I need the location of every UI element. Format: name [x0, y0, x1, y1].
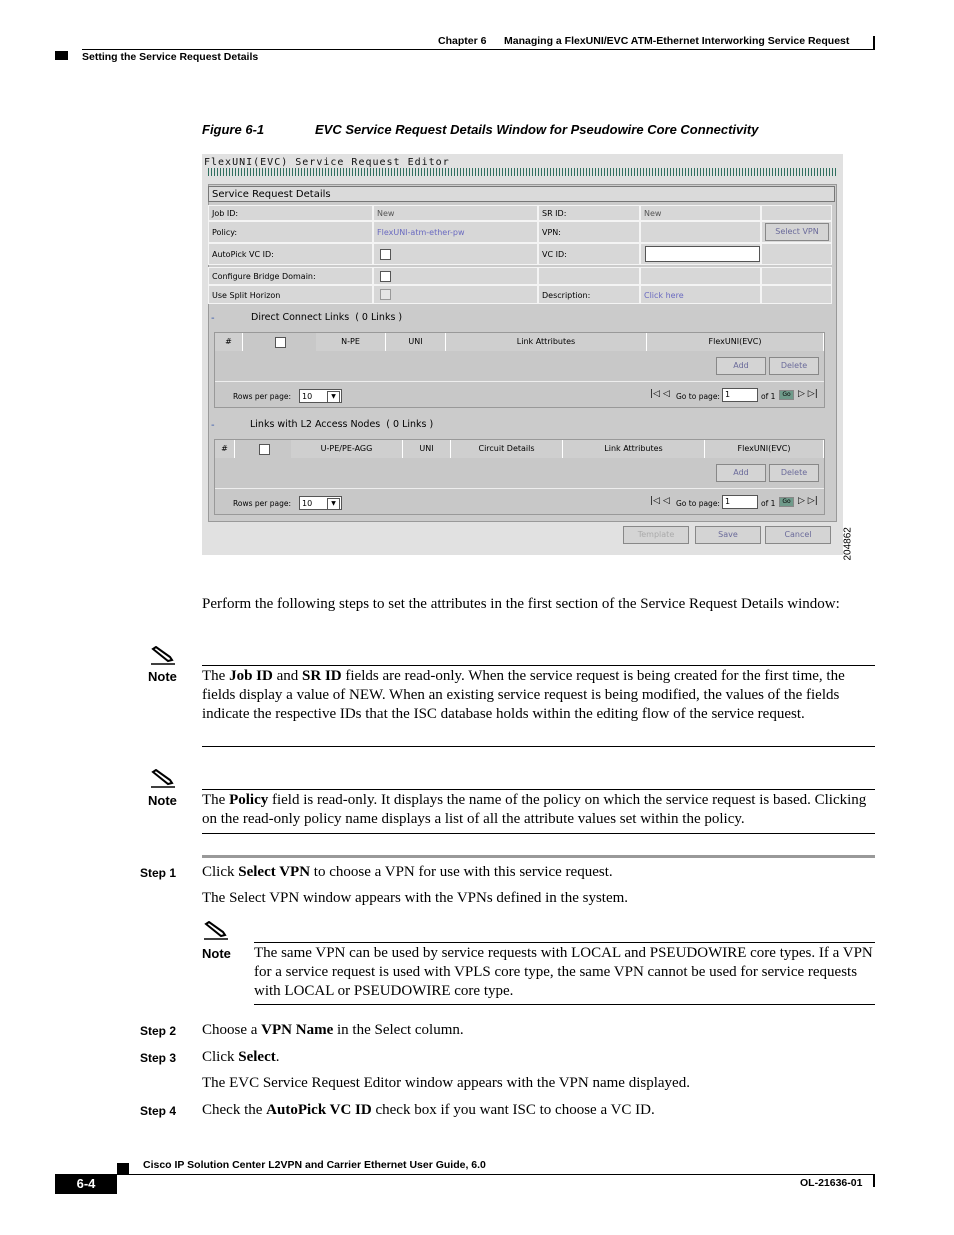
- rows-per-page-label: Rows per page:: [233, 499, 291, 508]
- text-run: fields are read-only. When the service request is being created for the first time, the fields display a value of NEW. When an existing service request is being modified, the values of the fields indicate the respective IDs that the ISC database holds within the editing flow of the service request.: [202, 668, 845, 722]
- step-label: Step 4: [140, 1104, 177, 1118]
- header-bar-right: [873, 36, 875, 50]
- text-run: and: [272, 668, 303, 684]
- of-pages-label: of 1: [761, 392, 776, 401]
- select-vpn-button[interactable]: Select VPN: [765, 223, 829, 241]
- col-number: #: [215, 333, 243, 351]
- col-flexuni: FlexUNI(EVC): [705, 440, 824, 458]
- pager-first-prev-icon[interactable]: |◁ ◁: [650, 389, 670, 399]
- procedure-rule: [202, 855, 875, 858]
- bridge-checkbox[interactable]: [380, 271, 391, 282]
- footer-bar-right: [873, 1175, 875, 1187]
- split-cell: [373, 285, 538, 304]
- page-input[interactable]: 1: [722, 495, 758, 509]
- col-uni: UNI: [386, 333, 446, 351]
- pencil-icon: [150, 646, 176, 671]
- step-label: Step 1: [140, 866, 177, 880]
- goto-label: Go to page:: [676, 499, 720, 508]
- step-1-note-text: The same VPN can be used by service requests with LOCAL and PSEUDOWIRE core types. If a VPN for a service request is used with VPLS core type, the same VPN cannot be used for service requests with LOCAL or PSEUDOWIRE core type.: [254, 945, 873, 999]
- split-checkbox[interactable]: [380, 289, 391, 300]
- vpn-value: [640, 221, 761, 243]
- bold-term: SR ID: [302, 668, 342, 684]
- sr-id-label: SR ID:: [538, 205, 640, 221]
- note-1-text: [202, 667, 875, 724]
- text-run: check box if you want ISC to choose a VC ID.: [371, 1102, 655, 1118]
- text-run: Click: [202, 864, 239, 880]
- rows-per-page-select[interactable]: [299, 389, 342, 403]
- note-label: Note: [148, 793, 177, 808]
- vc-id-label: VC ID:: [538, 243, 640, 265]
- doc-number: OL-21636-01: [800, 1177, 863, 1189]
- l2-links-divider: [215, 488, 824, 489]
- autopick-checkbox[interactable]: [380, 249, 391, 260]
- col-npe: N-PE: [316, 333, 386, 351]
- autopick-cell: [373, 243, 538, 265]
- bold-term: VPN Name: [261, 1022, 334, 1038]
- text-run: .: [275, 1049, 280, 1065]
- col-uni: UNI: [403, 440, 451, 458]
- vpn-label: VPN:: [538, 221, 640, 243]
- step-1-result: The Select VPN window appears with the VPNs defined in the system.: [202, 890, 629, 906]
- figure-screenshot: [202, 154, 843, 555]
- cancel-button[interactable]: Cancel: [765, 526, 831, 544]
- direct-add-button[interactable]: Add: [716, 357, 766, 375]
- bridge-cell: [373, 267, 538, 285]
- footer-marker: [117, 1163, 129, 1174]
- blank-cell: [761, 205, 832, 221]
- blank-cell: [538, 267, 640, 285]
- direct-links-title: Direct Connect Links ( 0 Links ): [251, 312, 403, 323]
- pager-first-prev-icon[interactable]: |◁ ◁: [650, 496, 670, 506]
- footer-rule: [117, 1174, 875, 1175]
- section-title: Setting the Service Request Details: [82, 51, 259, 63]
- page-number: 6-4: [76, 1176, 96, 1191]
- job-id-value: New: [373, 205, 538, 221]
- pager-next-last-icon[interactable]: ▷ ▷|: [798, 496, 818, 506]
- go-button[interactable]: Go: [779, 390, 794, 400]
- direct-delete-button[interactable]: Delete: [769, 357, 819, 375]
- text-run: to choose a VPN for use with this service request.: [310, 864, 613, 880]
- of-pages-label: of 1: [761, 499, 776, 508]
- description-link[interactable]: Click here: [640, 285, 761, 304]
- col-upe: U-PE/PE-AGG: [291, 440, 403, 458]
- l2-links-header: [215, 440, 824, 458]
- note-top-rule: [202, 789, 875, 790]
- l2-delete-button[interactable]: Delete: [769, 464, 819, 482]
- blank-cell: [640, 267, 761, 285]
- select-all-checkbox[interactable]: [259, 444, 270, 455]
- step-4-text: [202, 1101, 872, 1120]
- bold-term: Select VPN: [238, 864, 311, 880]
- col-flexuni: FlexUNI(EVC): [647, 333, 824, 351]
- step-label: Step 2: [140, 1024, 177, 1038]
- intro-paragraph: Perform the following steps to set the attributes in the first section of the Service Request Details window:: [202, 596, 840, 612]
- bold-term: Select: [238, 1049, 276, 1065]
- note-label: Note: [202, 946, 231, 961]
- figure-caption: EVC Service Request Details Window for Pseudowire Core Connectivity: [315, 122, 759, 137]
- blank-cell: [761, 243, 832, 265]
- col-number: #: [215, 440, 235, 458]
- text-run: Click: [202, 1049, 239, 1065]
- step-2-text: [202, 1021, 872, 1040]
- col-link-attributes: Link Attributes: [446, 333, 647, 351]
- text-run: in the Select column.: [333, 1022, 464, 1038]
- text-run: Choose a: [202, 1022, 262, 1038]
- col-circuit-details: Circuit Details: [451, 440, 563, 458]
- blank-cell: [761, 267, 832, 285]
- template-button[interactable]: Template: [623, 526, 689, 544]
- window-title-pattern: [208, 168, 837, 176]
- text-run: The: [202, 668, 230, 684]
- rows-per-page-value: 10: [302, 392, 313, 401]
- step-label: Step 3: [140, 1051, 177, 1065]
- step-3-text: [202, 1048, 872, 1067]
- l2-links-title: Links with L2 Access Nodes ( 0 Links ): [250, 419, 434, 430]
- window-title: FlexUNI(EVC) Service Request Editor: [204, 157, 450, 168]
- rows-per-page-select[interactable]: [299, 496, 342, 510]
- policy-link[interactable]: FlexUNI-atm-ether-pw: [373, 221, 538, 243]
- note-bottom-rule: [202, 746, 875, 747]
- section-marker: [55, 51, 68, 60]
- sr-id-value: New: [640, 205, 761, 221]
- select-all-checkbox[interactable]: [275, 337, 286, 348]
- job-id-label: Job ID:: [208, 205, 373, 221]
- text-run: The: [202, 792, 230, 808]
- description-label: Description:: [538, 285, 640, 304]
- pencil-icon: [203, 921, 229, 946]
- step-3-result: The EVC Service Request Editor window appears with the VPN name displayed.: [202, 1075, 690, 1091]
- chapter-title: Managing a FlexUNI/EVC ATM-Ethernet Interworking Service Request: [504, 35, 850, 47]
- bold-term: Job ID: [229, 668, 273, 684]
- dropdown-arrow-icon: ▼: [327, 391, 340, 403]
- figure-label: Figure 6-1: [202, 122, 265, 137]
- text-run: field is read-only. It displays the name of the policy on which the service request is based. Clicking on the read-only policy name displays a list of all the attribute values set within the policy.: [202, 792, 867, 827]
- col-link-attributes: Link Attributes: [563, 440, 705, 458]
- text-run: Check the: [202, 1102, 267, 1118]
- save-button[interactable]: Save: [695, 526, 761, 544]
- rows-per-page-label: Rows per page:: [233, 392, 291, 401]
- direct-links-header: [215, 333, 824, 351]
- direct-links-divider: [215, 381, 824, 382]
- note-top-rule: [202, 665, 875, 666]
- header-rule: [82, 49, 875, 50]
- pager-next-last-icon[interactable]: ▷ ▷|: [798, 389, 818, 399]
- autopick-label: AutoPick VC ID:: [208, 243, 373, 265]
- chapter-number: Chapter 6: [438, 35, 487, 47]
- note-bottom-rule: [254, 1004, 875, 1005]
- go-button[interactable]: Go: [779, 497, 794, 507]
- collapse-icon[interactable]: -: [211, 313, 215, 324]
- dropdown-arrow-icon: ▼: [327, 498, 340, 510]
- rows-per-page-value: 10: [302, 499, 313, 508]
- note-top-rule: [254, 942, 875, 943]
- l2-add-button[interactable]: Add: [716, 464, 766, 482]
- section-header: Service Request Details: [208, 186, 835, 202]
- note-label: Note: [148, 669, 177, 684]
- bold-term: AutoPick VC ID: [266, 1102, 372, 1118]
- footer-book-title: Cisco IP Solution Center L2VPN and Carrier Ethernet User Guide, 6.0: [143, 1159, 486, 1171]
- bold-term: Policy: [229, 792, 269, 808]
- bridge-label: Configure Bridge Domain:: [208, 267, 373, 285]
- collapse-icon[interactable]: -: [211, 420, 215, 431]
- blank-cell: [761, 285, 832, 304]
- step-1-text: [202, 863, 872, 882]
- goto-label: Go to page:: [676, 392, 720, 401]
- figure-id-number: 204862: [842, 527, 854, 561]
- vc-id-input[interactable]: [645, 246, 760, 262]
- note-2-text: [202, 791, 875, 829]
- pencil-icon: [150, 769, 176, 794]
- policy-label: Policy:: [208, 221, 373, 243]
- split-label: Use Split Horizon: [208, 285, 373, 304]
- note-bottom-rule: [202, 833, 875, 834]
- page-input[interactable]: 1: [722, 388, 758, 402]
